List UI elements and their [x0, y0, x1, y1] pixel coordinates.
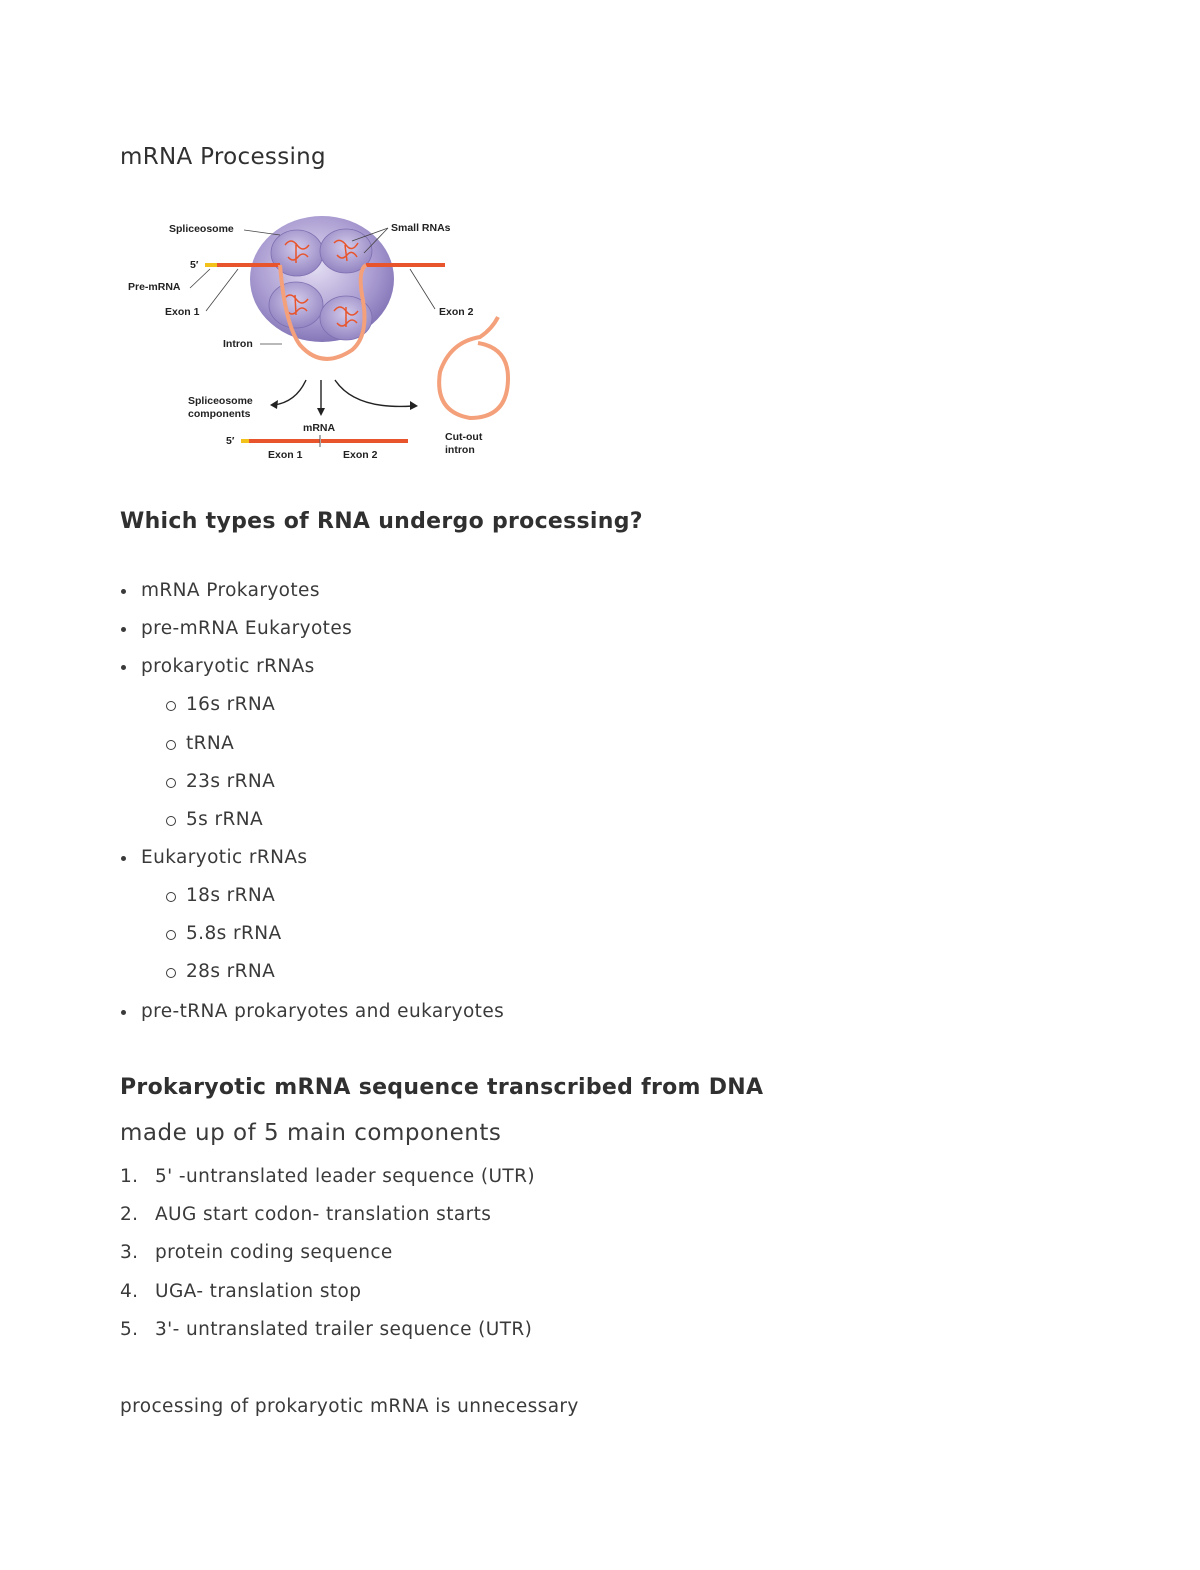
list-item — [186, 961, 275, 982]
bullet-icon — [121, 627, 126, 632]
list-item-text: Eukaryotic rRNAs — [141, 847, 308, 868]
list-item-text: protein coding sequence — [155, 1242, 393, 1263]
list-item — [141, 1001, 504, 1022]
list-item — [120, 1204, 492, 1225]
label-mrna: mRNA — [303, 422, 336, 434]
label-pre-mrna: Pre-mRNA — [128, 281, 181, 293]
list-item-text: UGA- translation stop — [155, 1281, 362, 1302]
list-item-number: 3. — [120, 1242, 139, 1263]
list-item-text: 5.8s rRNA — [186, 923, 282, 944]
list-item-text: 23s rRNA — [186, 771, 276, 792]
list-item-text: pre-tRNA prokaryotes and eukaryotes — [141, 1001, 505, 1022]
list-item-text: pre-mRNA Eukaryotes — [141, 618, 353, 639]
label-exon1-top: Exon 1 — [165, 306, 200, 318]
circle-bullet-icon — [166, 816, 176, 826]
list-item — [120, 1242, 393, 1263]
list-item-text: 28s rRNA — [186, 961, 276, 982]
circle-bullet-icon — [166, 968, 176, 978]
label-cut-out: Cut-out — [445, 431, 483, 443]
list-item-text: mRNA Prokaryotes — [141, 580, 320, 601]
list-item-number: 2. — [120, 1204, 139, 1225]
list-item — [186, 809, 263, 830]
list-item — [141, 656, 315, 677]
label-exon2-top: Exon 2 — [439, 306, 474, 318]
label-exon1-bottom: Exon 1 — [268, 449, 303, 461]
label-intron-cut: intron — [445, 444, 475, 456]
list-item — [186, 771, 275, 792]
splicing-figure — [120, 205, 520, 475]
circle-bullet-icon — [166, 740, 176, 750]
list-item — [186, 733, 234, 754]
label-small-rnas: Small RNAs — [391, 222, 451, 234]
list-item-text: prokaryotic rRNAs — [141, 656, 315, 677]
closing-paragraph: processing of prokaryotic mRNA is unnecessary — [120, 1396, 579, 1417]
circle-bullet-icon — [166, 892, 176, 902]
circle-bullet-icon — [166, 778, 176, 788]
list-item — [186, 885, 275, 906]
cap-5prime-top — [205, 263, 217, 267]
label-exon2-bottom: Exon 2 — [343, 449, 378, 461]
list-item-number: 4. — [120, 1281, 139, 1302]
list-item-text: 5s rRNA — [186, 809, 264, 830]
circle-bullet-icon — [166, 930, 176, 940]
list-item-text: 18s rRNA — [186, 885, 276, 906]
circle-bullet-icon — [166, 701, 176, 711]
page-title: mRNA Processing — [120, 144, 326, 170]
list-item-text: AUG start codon- translation starts — [155, 1204, 492, 1225]
label-spliceosome: Spliceosome — [169, 223, 234, 235]
list-item — [186, 694, 275, 715]
list-item — [120, 1281, 362, 1302]
section-heading-rna-types: Which types of RNA undergo processing? — [120, 509, 643, 534]
list-item-number: 5. — [120, 1319, 139, 1340]
section-subheading-components: made up of 5 main components — [120, 1120, 502, 1146]
list-item-number: 1. — [120, 1166, 139, 1187]
section-heading-prokaryotic-mrna: Prokaryotic mRNA sequence transcribed from DNA — [120, 1075, 764, 1100]
list-item-text: 16s rRNA — [186, 694, 276, 715]
label-5prime-top: 5′ — [190, 259, 199, 271]
list-item-text: 3'- untranslated trailer sequence (UTR) — [155, 1319, 533, 1340]
list-item — [141, 618, 352, 639]
label-spliceosome-components-2: components — [188, 408, 251, 420]
cap-5prime-bottom — [241, 439, 249, 443]
list-item — [141, 847, 307, 868]
list-item — [186, 923, 282, 944]
list-item — [120, 1166, 535, 1187]
label-5prime-bottom: 5′ — [226, 435, 235, 447]
bullet-icon — [121, 665, 126, 670]
bullet-icon — [121, 1010, 126, 1015]
label-spliceosome-components-1: Spliceosome — [188, 395, 253, 407]
list-item-text: tRNA — [186, 733, 235, 754]
list-item — [120, 1319, 533, 1340]
list-item-text: 5' -untranslated leader sequence (UTR) — [155, 1166, 535, 1187]
bullet-icon — [121, 589, 126, 594]
label-intron: Intron — [223, 338, 253, 350]
list-item — [141, 580, 320, 601]
cut-out-intron-loop — [439, 317, 508, 418]
bullet-icon — [121, 856, 126, 861]
